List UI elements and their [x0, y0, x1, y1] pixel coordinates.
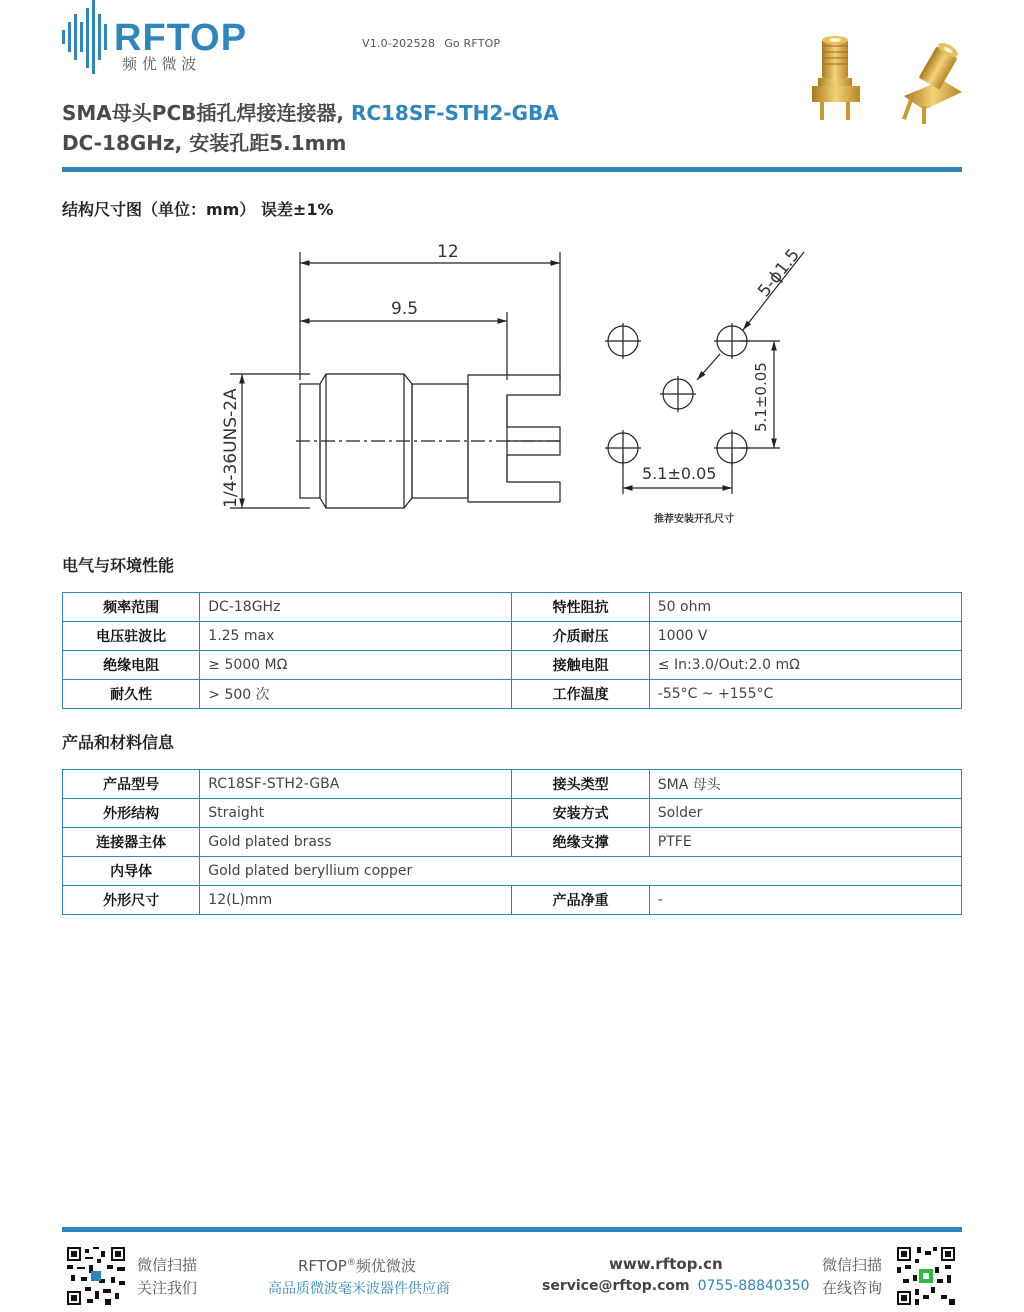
- footer-slogan: 高品质微波毫米波器件供应商: [268, 1281, 450, 1297]
- spec-key: 绝缘支撑: [512, 828, 649, 857]
- connector-photo-2: [902, 40, 962, 124]
- consult-qr-code[interactable]: [897, 1247, 955, 1305]
- spec-value: RC18SF-STH2-GBA: [200, 770, 512, 799]
- table-row: [63, 886, 962, 915]
- brand-name-cn: 频优微波: [355, 1257, 416, 1275]
- spec-value: > 500 次: [200, 680, 512, 709]
- footer-brand: RFTOP®频优微波: [298, 1257, 416, 1275]
- material-table: [62, 769, 962, 915]
- drawing-heading: 结构尺寸图（单位：mm） 误差±1%: [62, 200, 334, 219]
- dimension-drawing: [200, 232, 840, 532]
- contact-line: [542, 1278, 810, 1294]
- spec-key: 频率范围: [63, 593, 200, 622]
- spec-key: 耐久性: [63, 680, 200, 709]
- version-line: [362, 37, 509, 50]
- spec-key: 安装方式: [512, 799, 649, 828]
- wechat-scan-label: 微信扫描: [137, 1256, 198, 1274]
- spec-value: Gold plated brass: [200, 828, 512, 857]
- dim-total: 12: [437, 242, 459, 262]
- spec-key: 介质耐压: [512, 622, 649, 651]
- table-row: [63, 680, 962, 709]
- qr-caption-follow: [137, 1254, 197, 1300]
- spec-key: 产品净重: [512, 886, 649, 915]
- email-link[interactable]: service@rftop.com: [542, 1278, 690, 1294]
- product-photos: [808, 30, 968, 126]
- spec-key: 特性阻抗: [512, 593, 649, 622]
- wechat-qr-code[interactable]: [67, 1247, 125, 1305]
- pitch-vertical: 5.1±0.05: [752, 362, 770, 432]
- online-consult-label: 在线咨询: [822, 1279, 883, 1297]
- spec-value: 12(L)mm: [200, 886, 512, 915]
- table-row: [63, 857, 962, 886]
- spec-key: 外形结构: [63, 799, 200, 828]
- spec-key: 绝缘电阻: [63, 651, 200, 680]
- follow-us-label: 关注我们: [137, 1279, 198, 1297]
- spec-value: DC-18GHz: [200, 593, 512, 622]
- table-row: [63, 651, 962, 680]
- svg-text:RFTOP: RFTOP: [114, 17, 248, 59]
- spec-value: Gold plated beryllium copper: [200, 857, 962, 886]
- electrical-heading: 电气与环境性能: [62, 556, 175, 575]
- qr-caption-consult: [822, 1254, 882, 1300]
- spec-key: 接头类型: [512, 770, 649, 799]
- table-row: [63, 770, 962, 799]
- product-subtitle: DC-18GHz, 安装孔距5.1mm: [62, 131, 347, 155]
- part-number: RC18SF-STH2-GBA: [350, 101, 559, 125]
- brand-tag: Go RFTOP: [444, 37, 501, 50]
- spec-key: 工作温度: [512, 680, 649, 709]
- spec-value: Solder: [649, 799, 961, 828]
- top-divider: [62, 167, 962, 172]
- table-row: [63, 593, 962, 622]
- title-prefix: SMA母头PCB插孔焊接连接器,: [62, 101, 351, 125]
- table-row: [63, 799, 962, 828]
- spec-value: 50 ohm: [649, 593, 961, 622]
- spec-key: 接触电阻: [512, 651, 649, 680]
- bottom-divider: [62, 1227, 962, 1232]
- spec-value: -55°C ~ +155°C: [649, 680, 961, 709]
- svg-text:频 优 微 波: 频 优 微 波: [122, 55, 197, 73]
- hole-callout: 5-ϕ1.5: [754, 245, 804, 302]
- pitch-horizontal: 5.1±0.05: [642, 464, 717, 483]
- dim-body: 9.5: [391, 299, 419, 319]
- website-link[interactable]: www.rftop.cn: [609, 1255, 723, 1273]
- spec-value: PTFE: [649, 828, 961, 857]
- version: V1.0-202528: [362, 37, 436, 50]
- electrical-table: [62, 592, 962, 709]
- material-heading: 产品和材料信息: [62, 733, 175, 752]
- spec-value: SMA 母头: [649, 770, 961, 799]
- spec-key: 外形尺寸: [63, 886, 200, 915]
- wechat-scan-label: 微信扫描: [822, 1256, 883, 1274]
- drawing-caption: 推荐安装开孔尺寸: [654, 514, 734, 525]
- spec-key: 连接器主体: [63, 828, 200, 857]
- product-title: [62, 97, 559, 126]
- table-row: [63, 622, 962, 651]
- spec-key: 电压驻波比: [63, 622, 200, 651]
- spec-value: ≥ 5000 MΩ: [200, 651, 512, 680]
- thread-spec: 1/4-36UNS-2A: [221, 388, 241, 508]
- brand-name: RFTOP: [298, 1257, 347, 1275]
- phone-number[interactable]: 0755-88840350: [697, 1278, 810, 1294]
- spec-key: 产品型号: [63, 770, 200, 799]
- table-row: [63, 828, 962, 857]
- spec-value: -: [649, 886, 961, 915]
- spec-key: 内导体: [63, 857, 200, 886]
- connector-photo-1: [812, 36, 860, 120]
- spec-value: 1000 V: [649, 622, 961, 651]
- spec-value: ≤ In:3.0/Out:2.0 mΩ: [649, 651, 961, 680]
- rftop-logo: [62, 0, 272, 74]
- spec-value: Straight: [200, 799, 512, 828]
- spec-value: 1.25 max: [200, 622, 512, 651]
